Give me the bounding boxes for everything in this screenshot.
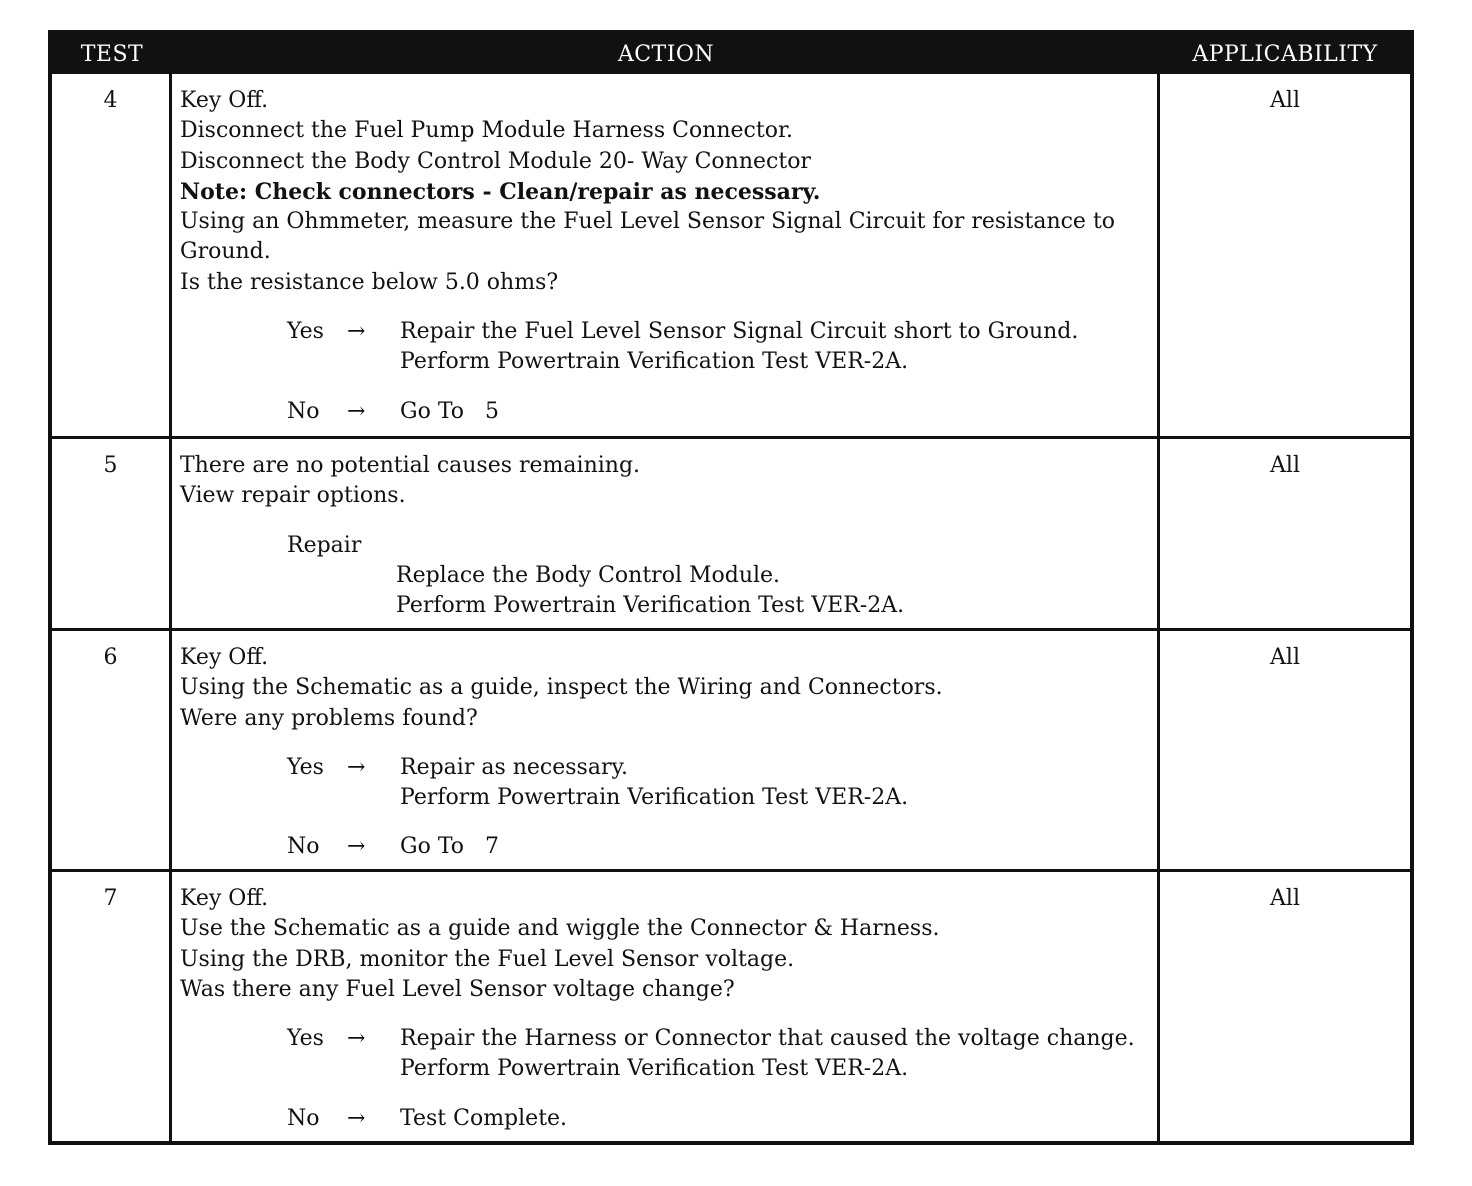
applicability-cell: All: [1270, 453, 1300, 478]
yes-result-text: Perform Powertrain Verification Test VER-2A.: [400, 1056, 909, 1082]
yes-result-text: Repair the Harness or Connector that caused the voltage change.: [400, 1026, 1135, 1052]
header-applicability: APPLICABILITY: [1192, 41, 1378, 67]
yes-result-text: Perform Powertrain Verification Test VER-2A.: [400, 349, 909, 375]
action-cell: [172, 631, 1160, 869]
header-test: TEST: [80, 41, 144, 67]
question-text: Were any problems found?: [180, 705, 478, 731]
question-text: Was there any Fuel Level Sensor voltage change?: [180, 976, 735, 1002]
repair-text: Replace the Body Control Module.: [396, 562, 781, 588]
step-text: Using the DRB, monitor the Fuel Level Sensor voltage.: [180, 946, 795, 972]
applicability-cell: All: [1270, 88, 1300, 113]
table-row-test-5: [52, 436, 1410, 628]
yes-result-text: Perform Powertrain Verification Test VER-2A.: [400, 785, 909, 811]
repair-text: Perform Powertrain Verification Test VER-2A.: [396, 593, 905, 619]
no-result-text: Test Complete.: [400, 1105, 568, 1131]
action-cell: [172, 74, 1160, 436]
applicability-cell: All: [1270, 645, 1300, 670]
yes-result-text: Repair the Fuel Level Sensor Signal Circuit short to Ground.: [400, 319, 1079, 345]
no-label: No: [287, 834, 320, 860]
arrow-right-icon: →: [347, 1026, 366, 1052]
step-text: View repair options.: [180, 483, 406, 509]
table-row-test-4: [52, 74, 1410, 436]
yes-label: Yes: [287, 754, 324, 780]
step-text: Key Off.: [180, 88, 269, 113]
header-action: ACTION: [617, 41, 715, 67]
action-cell: [172, 872, 1160, 1141]
yes-label: Yes: [287, 319, 324, 345]
no-outcome: [287, 832, 1157, 862]
action-cell: [172, 439, 1160, 628]
arrow-right-icon: →: [347, 834, 366, 860]
yes-label: Yes: [287, 1026, 324, 1052]
step-text: Disconnect the Fuel Pump Module Harness Connector.: [180, 118, 794, 144]
question-text: Is the resistance below 5.0 ohms?: [180, 269, 559, 295]
no-label: No: [287, 398, 320, 424]
step-text: Key Off.: [180, 645, 269, 670]
arrow-right-icon: →: [347, 1105, 366, 1131]
step-text: Using the Schematic as a guide, inspect the Wiring and Connectors.: [180, 675, 943, 701]
step-text: Ground.: [180, 239, 271, 265]
table-row-test-6: [52, 628, 1410, 869]
table-row-test-7: [52, 869, 1410, 1141]
step-text: Use the Schematic as a guide and wiggle the Connector & Harness.: [180, 916, 940, 942]
yes-outcome: [287, 317, 1157, 378]
yes-outcome: [287, 1024, 1157, 1085]
no-result-text: Go To 7: [400, 834, 499, 860]
step-text: Using an Ohmmeter, measure the Fuel Level Sensor Signal Circuit for resistance to: [180, 209, 1116, 235]
arrow-right-icon: →: [347, 398, 366, 424]
arrow-right-icon: →: [347, 754, 366, 780]
step-text: Key Off.: [180, 886, 269, 911]
arrow-right-icon: →: [347, 319, 366, 345]
test-number: 4: [52, 74, 172, 436]
no-outcome: [287, 397, 1157, 427]
yes-outcome: [287, 753, 1157, 814]
test-number: 6: [52, 631, 172, 869]
applicability-cell: All: [1270, 886, 1300, 911]
no-outcome: [287, 1104, 1157, 1134]
step-text: Disconnect the Body Control Module 20- Way Connector: [180, 148, 811, 174]
note-text: Note: Check connectors - Clean/repair as necessary.: [180, 178, 821, 205]
repair-label: Repair: [287, 532, 362, 558]
no-label: No: [287, 1105, 320, 1131]
no-result-text: Go To 5: [400, 398, 499, 424]
test-number: 7: [52, 872, 172, 1141]
diagnostic-test-table: [48, 30, 1414, 1145]
yes-result-text: Repair as necessary.: [400, 754, 628, 780]
test-number: 5: [52, 439, 172, 628]
step-text: There are no potential causes remaining.: [180, 453, 641, 478]
table-header: [52, 34, 1410, 74]
